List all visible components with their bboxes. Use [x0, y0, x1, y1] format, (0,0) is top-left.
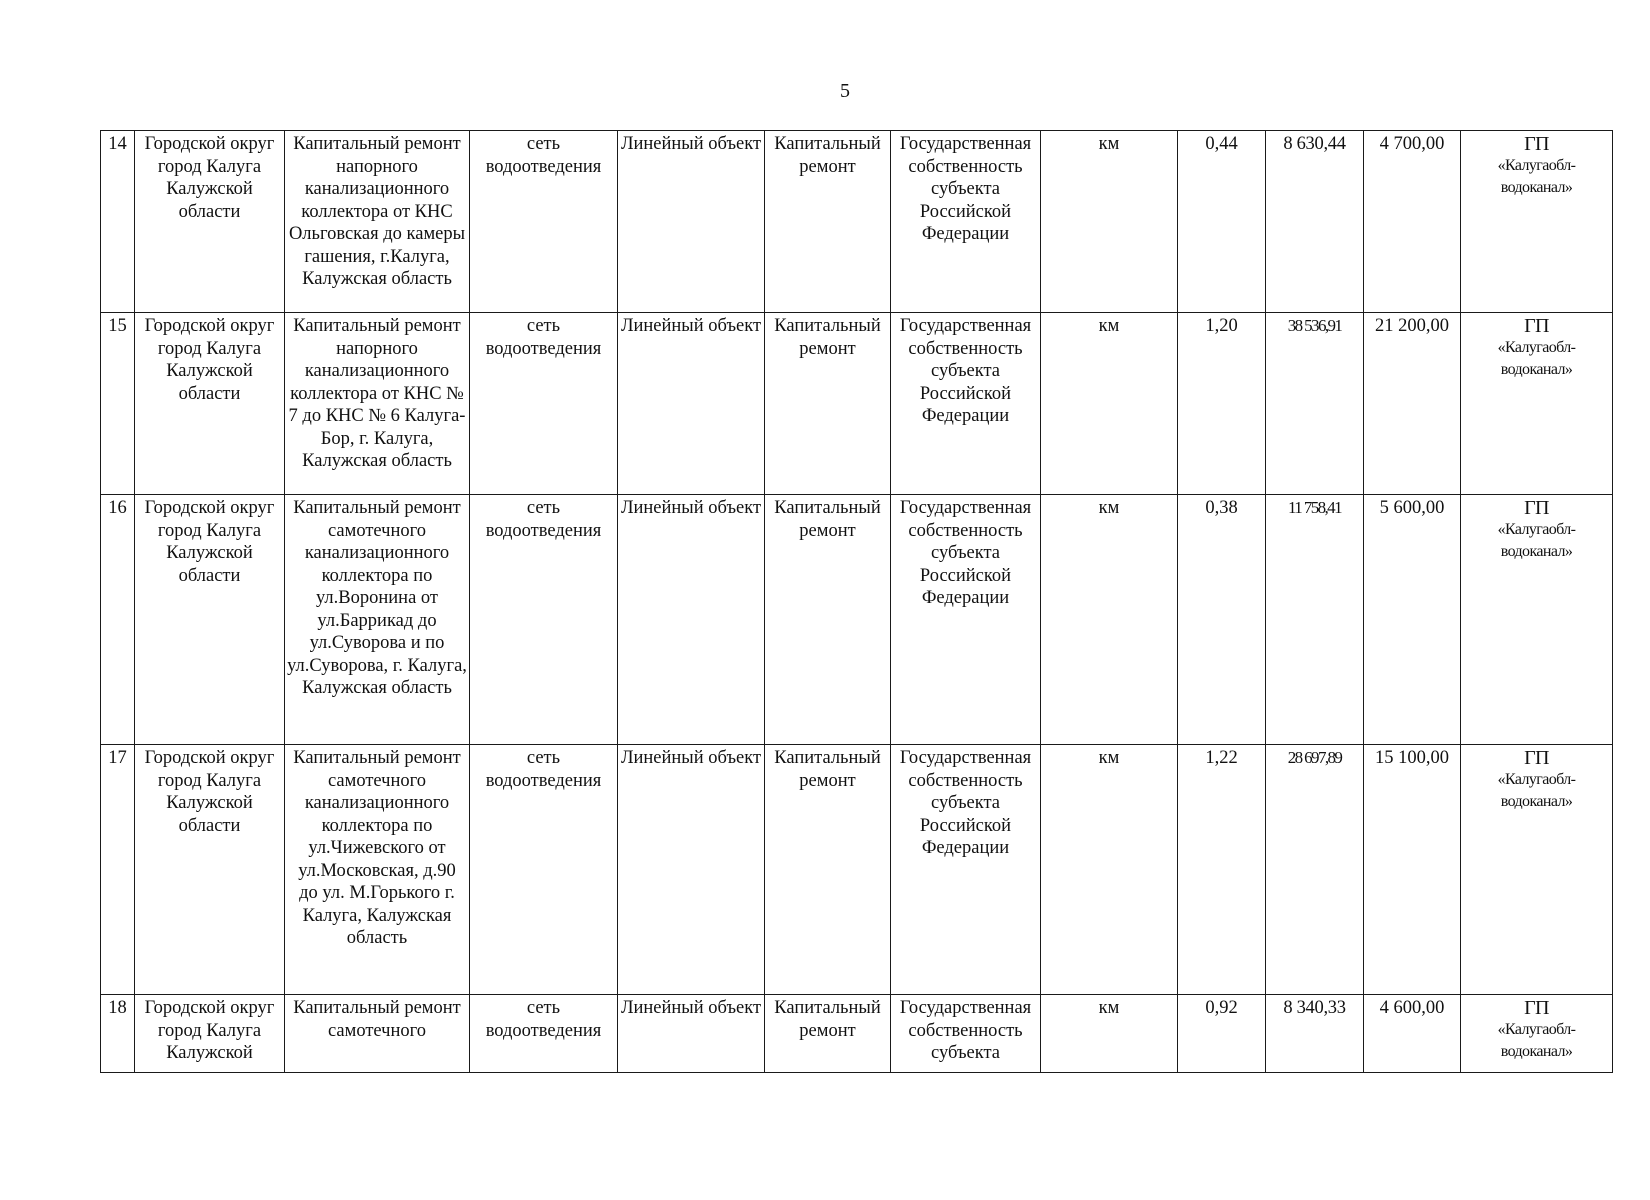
total-cost-cell: 8 340,33 — [1266, 995, 1364, 1073]
object-type-cell: Линейный объект — [618, 131, 765, 313]
unit-cell: км — [1041, 745, 1178, 995]
row-number: 14 — [101, 131, 135, 313]
municipality-cell: Городской округ город Калуга Калужской области — [135, 745, 285, 995]
table-row — [101, 313, 1613, 495]
organization-name: «Калугаобл-водоканал» — [1497, 157, 1576, 196]
funding-cell: 4 600,00 — [1364, 995, 1461, 1073]
total-cost-cell: 38 536,91 — [1266, 313, 1364, 495]
table-row — [101, 995, 1613, 1073]
organization-cell — [1461, 745, 1613, 995]
organization-abbr: ГП — [1524, 133, 1549, 155]
object-type-cell: Линейный объект — [618, 995, 765, 1073]
length-cell: 1,20 — [1178, 313, 1266, 495]
network-cell: сеть водоотведения — [470, 313, 618, 495]
organization-cell — [1461, 995, 1613, 1073]
table-row — [101, 131, 1613, 313]
ownership-cell: Государственная собственность субъекта Российской Федерации — [891, 131, 1041, 313]
ownership-cell: Государственная собственность субъекта Российской Федерации — [891, 313, 1041, 495]
ownership-cell: Государственная собственность субъекта Российской Федерации — [891, 745, 1041, 995]
organization-name: «Калугаобл-водоканал» — [1497, 1021, 1576, 1060]
organization-abbr: ГП — [1524, 997, 1549, 1019]
municipality-cell: Городской округ город Калуга Калужской области — [135, 313, 285, 495]
page-number: 5 — [840, 80, 850, 102]
object-name-cell: Капитальный ремонт самотечного канализационного коллектора по ул.Воронина от ул.Баррикад до ул.Суворова и по ул.Суворова, г. Калуга, Калужская область — [285, 495, 470, 745]
municipality-cell: Городской округ город Калуга Калужской области — [135, 495, 285, 745]
work-type-cell: Капитальный ремонт — [765, 131, 891, 313]
network-cell: сеть водоотведения — [470, 495, 618, 745]
length-cell: 0,92 — [1178, 995, 1266, 1073]
network-cell: сеть водоотведения — [470, 745, 618, 995]
row-number: 16 — [101, 495, 135, 745]
municipality-cell: Городской округ город Калуга Калужской — [135, 995, 285, 1073]
organization-abbr: ГП — [1524, 747, 1549, 769]
row-number: 18 — [101, 995, 135, 1073]
organization-cell — [1461, 313, 1613, 495]
unit-cell: км — [1041, 495, 1178, 745]
network-cell: сеть водоотведения — [470, 131, 618, 313]
length-cell: 1,22 — [1178, 745, 1266, 995]
ownership-cell: Государственная собственность субъекта Российской Федерации — [891, 495, 1041, 745]
object-name-cell: Капитальный ремонт самотечного канализационного коллектора по ул.Чижевского от ул.Московская, д.90 до ул. М.Горького г. Калуга, Калужская область — [285, 745, 470, 995]
municipality-cell: Городской округ город Калуга Калужской области — [135, 131, 285, 313]
organization-abbr: ГП — [1524, 497, 1549, 519]
unit-cell: км — [1041, 995, 1178, 1073]
network-cell: сеть водоотведения — [470, 995, 618, 1073]
organization-abbr: ГП — [1524, 315, 1549, 337]
organization-cell — [1461, 131, 1613, 313]
ownership-cell: Государственная собственность субъекта — [891, 995, 1041, 1073]
object-name-cell: Капитальный ремонт напорного канализационного коллектора от КНС Ольговская до камеры гашения, г.Калуга, Калужская область — [285, 131, 470, 313]
length-cell: 0,44 — [1178, 131, 1266, 313]
table-row — [101, 495, 1613, 745]
work-type-cell: Капитальный ремонт — [765, 495, 891, 745]
funding-cell: 4 700,00 — [1364, 131, 1461, 313]
object-name-cell: Капитальный ремонт самотечного — [285, 995, 470, 1073]
funding-cell: 5 600,00 — [1364, 495, 1461, 745]
registry-table — [100, 130, 1613, 1073]
unit-cell: км — [1041, 313, 1178, 495]
total-cost-cell: 8 630,44 — [1266, 131, 1364, 313]
organization-name: «Калугаобл-водоканал» — [1497, 521, 1576, 560]
length-cell: 0,38 — [1178, 495, 1266, 745]
organization-name: «Калугаобл-водоканал» — [1497, 339, 1576, 378]
unit-cell: км — [1041, 131, 1178, 313]
work-type-cell: Капитальный ремонт — [765, 313, 891, 495]
table-row — [101, 745, 1613, 995]
funding-cell: 15 100,00 — [1364, 745, 1461, 995]
object-type-cell: Линейный объект — [618, 313, 765, 495]
object-type-cell: Линейный объект — [618, 745, 765, 995]
funding-cell: 21 200,00 — [1364, 313, 1461, 495]
organization-cell — [1461, 495, 1613, 745]
row-number: 15 — [101, 313, 135, 495]
row-number: 17 — [101, 745, 135, 995]
object-name-cell: Капитальный ремонт напорного канализационного коллектора от КНС № 7 до КНС № 6 Калуга-Бор, г. Калуга, Калужская область — [285, 313, 470, 495]
organization-name: «Калугаобл-водоканал» — [1497, 771, 1576, 810]
total-cost-cell: 28 697,89 — [1266, 745, 1364, 995]
object-type-cell: Линейный объект — [618, 495, 765, 745]
work-type-cell: Капитальный ремонт — [765, 995, 891, 1073]
total-cost-cell: 11 758,41 — [1266, 495, 1364, 745]
work-type-cell: Капитальный ремонт — [765, 745, 891, 995]
